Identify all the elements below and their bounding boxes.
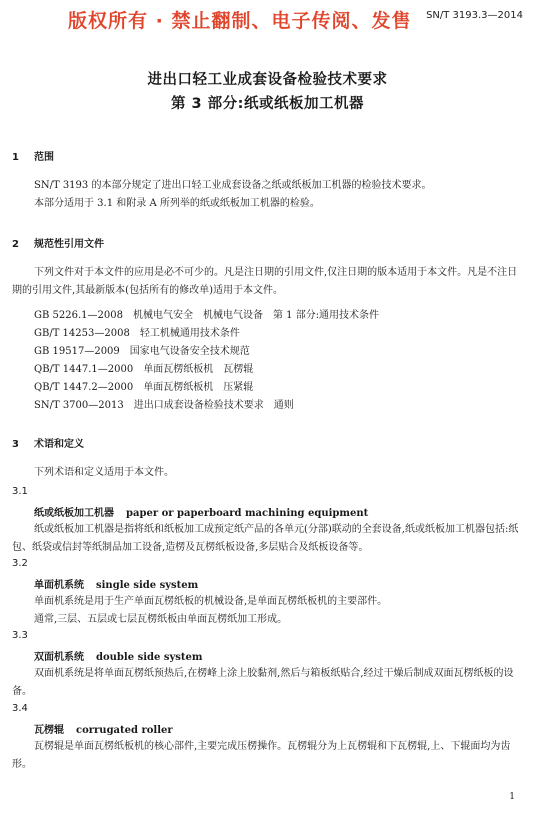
reference-title: 轻工机械通用技术条件 [139, 328, 240, 339]
term-definition: 单面机系统是用于生产单面瓦楞纸板的机械设备,是单面瓦楞纸板机的主要部件。 [34, 596, 388, 607]
section-1-paragraph-2: 本部分适用于 3.1 和附录 A 所列举的纸或纸板加工机器的检验。 [34, 198, 320, 209]
term-heading [34, 576, 198, 591]
section-title: 术语和定义 [34, 439, 84, 450]
term-english: corrugated roller [76, 725, 173, 736]
reference-item [34, 396, 294, 411]
section-3-heading [12, 435, 84, 450]
reference-title: 国家电气设备安全技术规范 [129, 346, 250, 357]
section-number: 1 [12, 152, 19, 163]
reference-item [34, 360, 253, 375]
reference-code: GB 5226.1—2008 [34, 310, 123, 321]
term-english: paper or paperboard machining equipment [126, 508, 369, 519]
reference-item [34, 324, 240, 339]
term-definition: 瓦楞辊是单面瓦楞纸板机的核心部件,主要完成压楞操作。瓦楞辊分为上瓦楞辊和下瓦楞辊,上、下辊面均为齿形。 [12, 741, 511, 770]
reference-title: 进出口成套设备检验技术要求 通则 [133, 400, 294, 411]
section-title: 规范性引用文件 [34, 239, 104, 250]
term-chinese: 瓦楞辊 [34, 725, 64, 736]
page-number: 1 [509, 792, 515, 802]
term-number: 3.4 [12, 703, 28, 714]
term-definition: 双面机系统是将单面瓦楞纸预热后,在楞峰上涂上胶黏剂,然后与箱板纸贴合,经过干燥后制成双面瓦楞纸板的设备。 [12, 668, 514, 697]
reference-item [34, 306, 379, 321]
section-2-intro: 下列文件对于本文件的应用是必不可少的。凡是注日期的引用文件,仅注日期的版本适用于本文件。凡是不注日期的引用文件,其最新版本(包括所有的修改单)适用于本文件。 [12, 267, 518, 296]
term-chinese: 单面机系统 [34, 580, 84, 591]
section-number: 2 [12, 239, 19, 250]
term-heading [34, 648, 202, 663]
reference-code: QB/T 1447.1—2000 [34, 364, 134, 375]
term-note: 通常,三层、五层或七层瓦楞纸板由单面瓦楞纸加工形成。 [34, 614, 288, 625]
term-heading [34, 504, 368, 519]
reference-title: 单面瓦楞纸板机 压紧辊 [143, 382, 254, 393]
reference-item [34, 378, 253, 393]
reference-code: SN/T 3700—2013 [34, 400, 124, 411]
reference-code: QB/T 1447.2—2000 [34, 382, 134, 393]
reference-item [34, 342, 250, 357]
term-english: double side system [96, 652, 203, 663]
term-number: 3.3 [12, 630, 28, 641]
section-2-heading [12, 235, 104, 250]
section-1-heading [12, 148, 54, 163]
watermark-text: 版权所有 · 禁止翻制、电子传阅、发售 [68, 10, 412, 32]
section-1-paragraph-1: SN/T 3193 的本部分规定了进出口轻工业成套设备之纸或纸板加工机器的检验技术要求。 [34, 180, 432, 191]
document-subtitle: 第 3 部分:纸或纸板加工机器 [171, 96, 364, 112]
standard-number: SN/T 3193.3—2014 [426, 10, 523, 21]
term-definition: 纸或纸板加工机器是指将纸和纸板加工成预定纸产品的各单元(分部)联动的全套设备,纸或纸板加工机器包括:纸包、纸袋或信封等纸制品加工设备,造楞及瓦楞纸板设备,多层贴合及纸板设备等。 [12, 524, 519, 553]
section-3-intro: 下列术语和定义适用于本文件。 [34, 467, 174, 478]
section-number: 3 [12, 439, 19, 450]
term-chinese: 纸或纸板加工机器 [34, 508, 114, 519]
reference-title: 单面瓦楞纸板机 瓦楞辊 [143, 364, 254, 375]
reference-title: 机械电气安全 机械电气设备 第 1 部分:通用技术条件 [132, 310, 380, 321]
reference-code: GB/T 14253—2008 [34, 328, 130, 339]
term-chinese: 双面机系统 [34, 652, 84, 663]
section-title: 范围 [34, 152, 54, 163]
term-number: 3.2 [12, 558, 28, 569]
document-title: 进出口轻工业成套设备检验技术要求 [147, 72, 388, 88]
term-english: single side system [96, 580, 199, 591]
term-heading [34, 721, 173, 736]
term-number: 3.1 [12, 486, 28, 497]
reference-code: GB 19517—2009 [34, 346, 120, 357]
